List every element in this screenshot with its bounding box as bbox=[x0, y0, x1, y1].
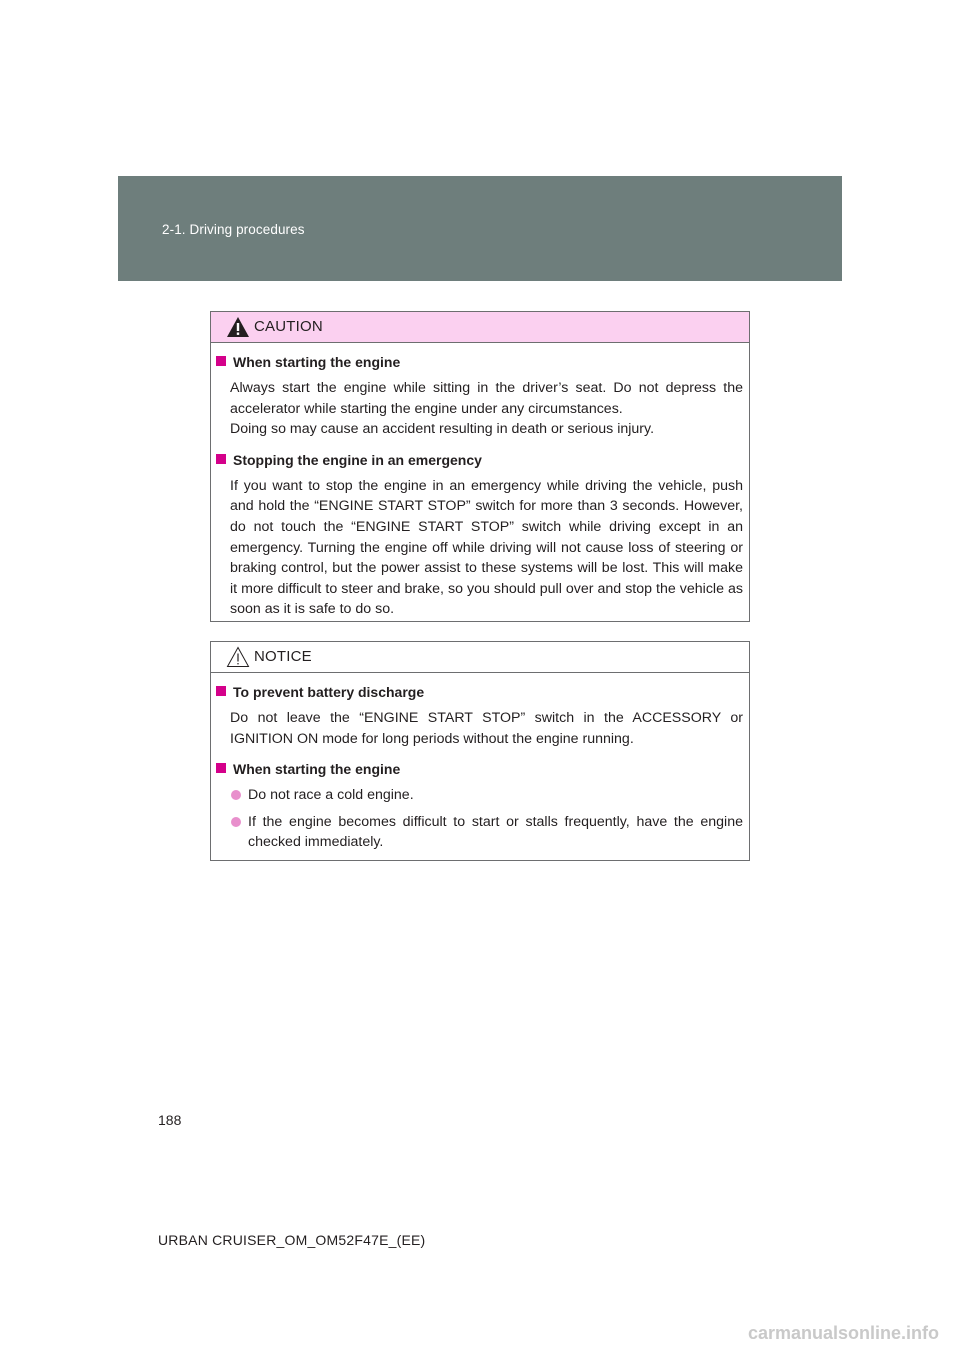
page-number: 188 bbox=[158, 1112, 182, 1128]
watermark: carmanualsonline.info bbox=[748, 1323, 940, 1343]
notice-item-title: When starting the engine bbox=[216, 759, 743, 779]
caution-box bbox=[210, 311, 750, 622]
section-header-bar bbox=[118, 176, 842, 281]
warning-triangle-outline-icon bbox=[226, 646, 250, 668]
list-item: Do not race a cold engine. bbox=[230, 785, 743, 806]
caution-item-title: When starting the engine bbox=[216, 352, 743, 372]
caution-label: CAUTION bbox=[254, 318, 323, 335]
notice-item-text: Do not leave the “ENGINE START STOP” switch in the ACCESSORY or IGNITION ON mode for long periods without the engine running. bbox=[230, 710, 743, 747]
round-bullet-icon bbox=[231, 817, 241, 827]
notice-bullet-list bbox=[216, 785, 743, 853]
caution-item-text: Always start the engine while sitting in the driver’s seat. Do not depress the accelerator while starting the engine under any circumstances. bbox=[230, 380, 743, 417]
document-code: URBAN CRUISER_OM_OM52F47E_(EE) bbox=[158, 1232, 426, 1248]
square-bullet-icon bbox=[216, 686, 226, 696]
notice-box bbox=[210, 641, 750, 861]
notice-label: NOTICE bbox=[254, 648, 312, 665]
square-bullet-icon bbox=[216, 356, 226, 366]
caution-item-text: If you want to stop the engine in an emergency while driving the vehicle, push and hold the “ENGINE START STOP” switch for more than 3 seconds. However, do not touch the “ENGINE START STOP” switch while driving except in an emergency. Turning the engine off while driving will not cause loss of steering or braking control, but the power assist to these systems will be lost. This will make it more difficult to steer and brake, so you should pull over and stop the vehicle as soon as it is safe to do so. bbox=[230, 477, 743, 618]
warning-triangle-filled-icon bbox=[226, 316, 250, 338]
caution-item-text-2: Doing so may cause an accident resulting in death or serious injury. bbox=[230, 421, 655, 438]
square-bullet-icon bbox=[216, 763, 226, 773]
round-bullet-icon bbox=[231, 790, 241, 800]
section-title: 2-1. Driving procedures bbox=[162, 222, 305, 237]
list-item: If the engine becomes difficult to start or stalls frequently, have the engine checked immediately. bbox=[230, 812, 743, 853]
caution-item-title: Stopping the engine in an emergency bbox=[216, 450, 743, 470]
notice-header bbox=[211, 642, 749, 673]
notice-item-title: To prevent battery discharge bbox=[216, 682, 743, 702]
square-bullet-icon bbox=[216, 454, 226, 464]
caution-header bbox=[211, 312, 749, 343]
